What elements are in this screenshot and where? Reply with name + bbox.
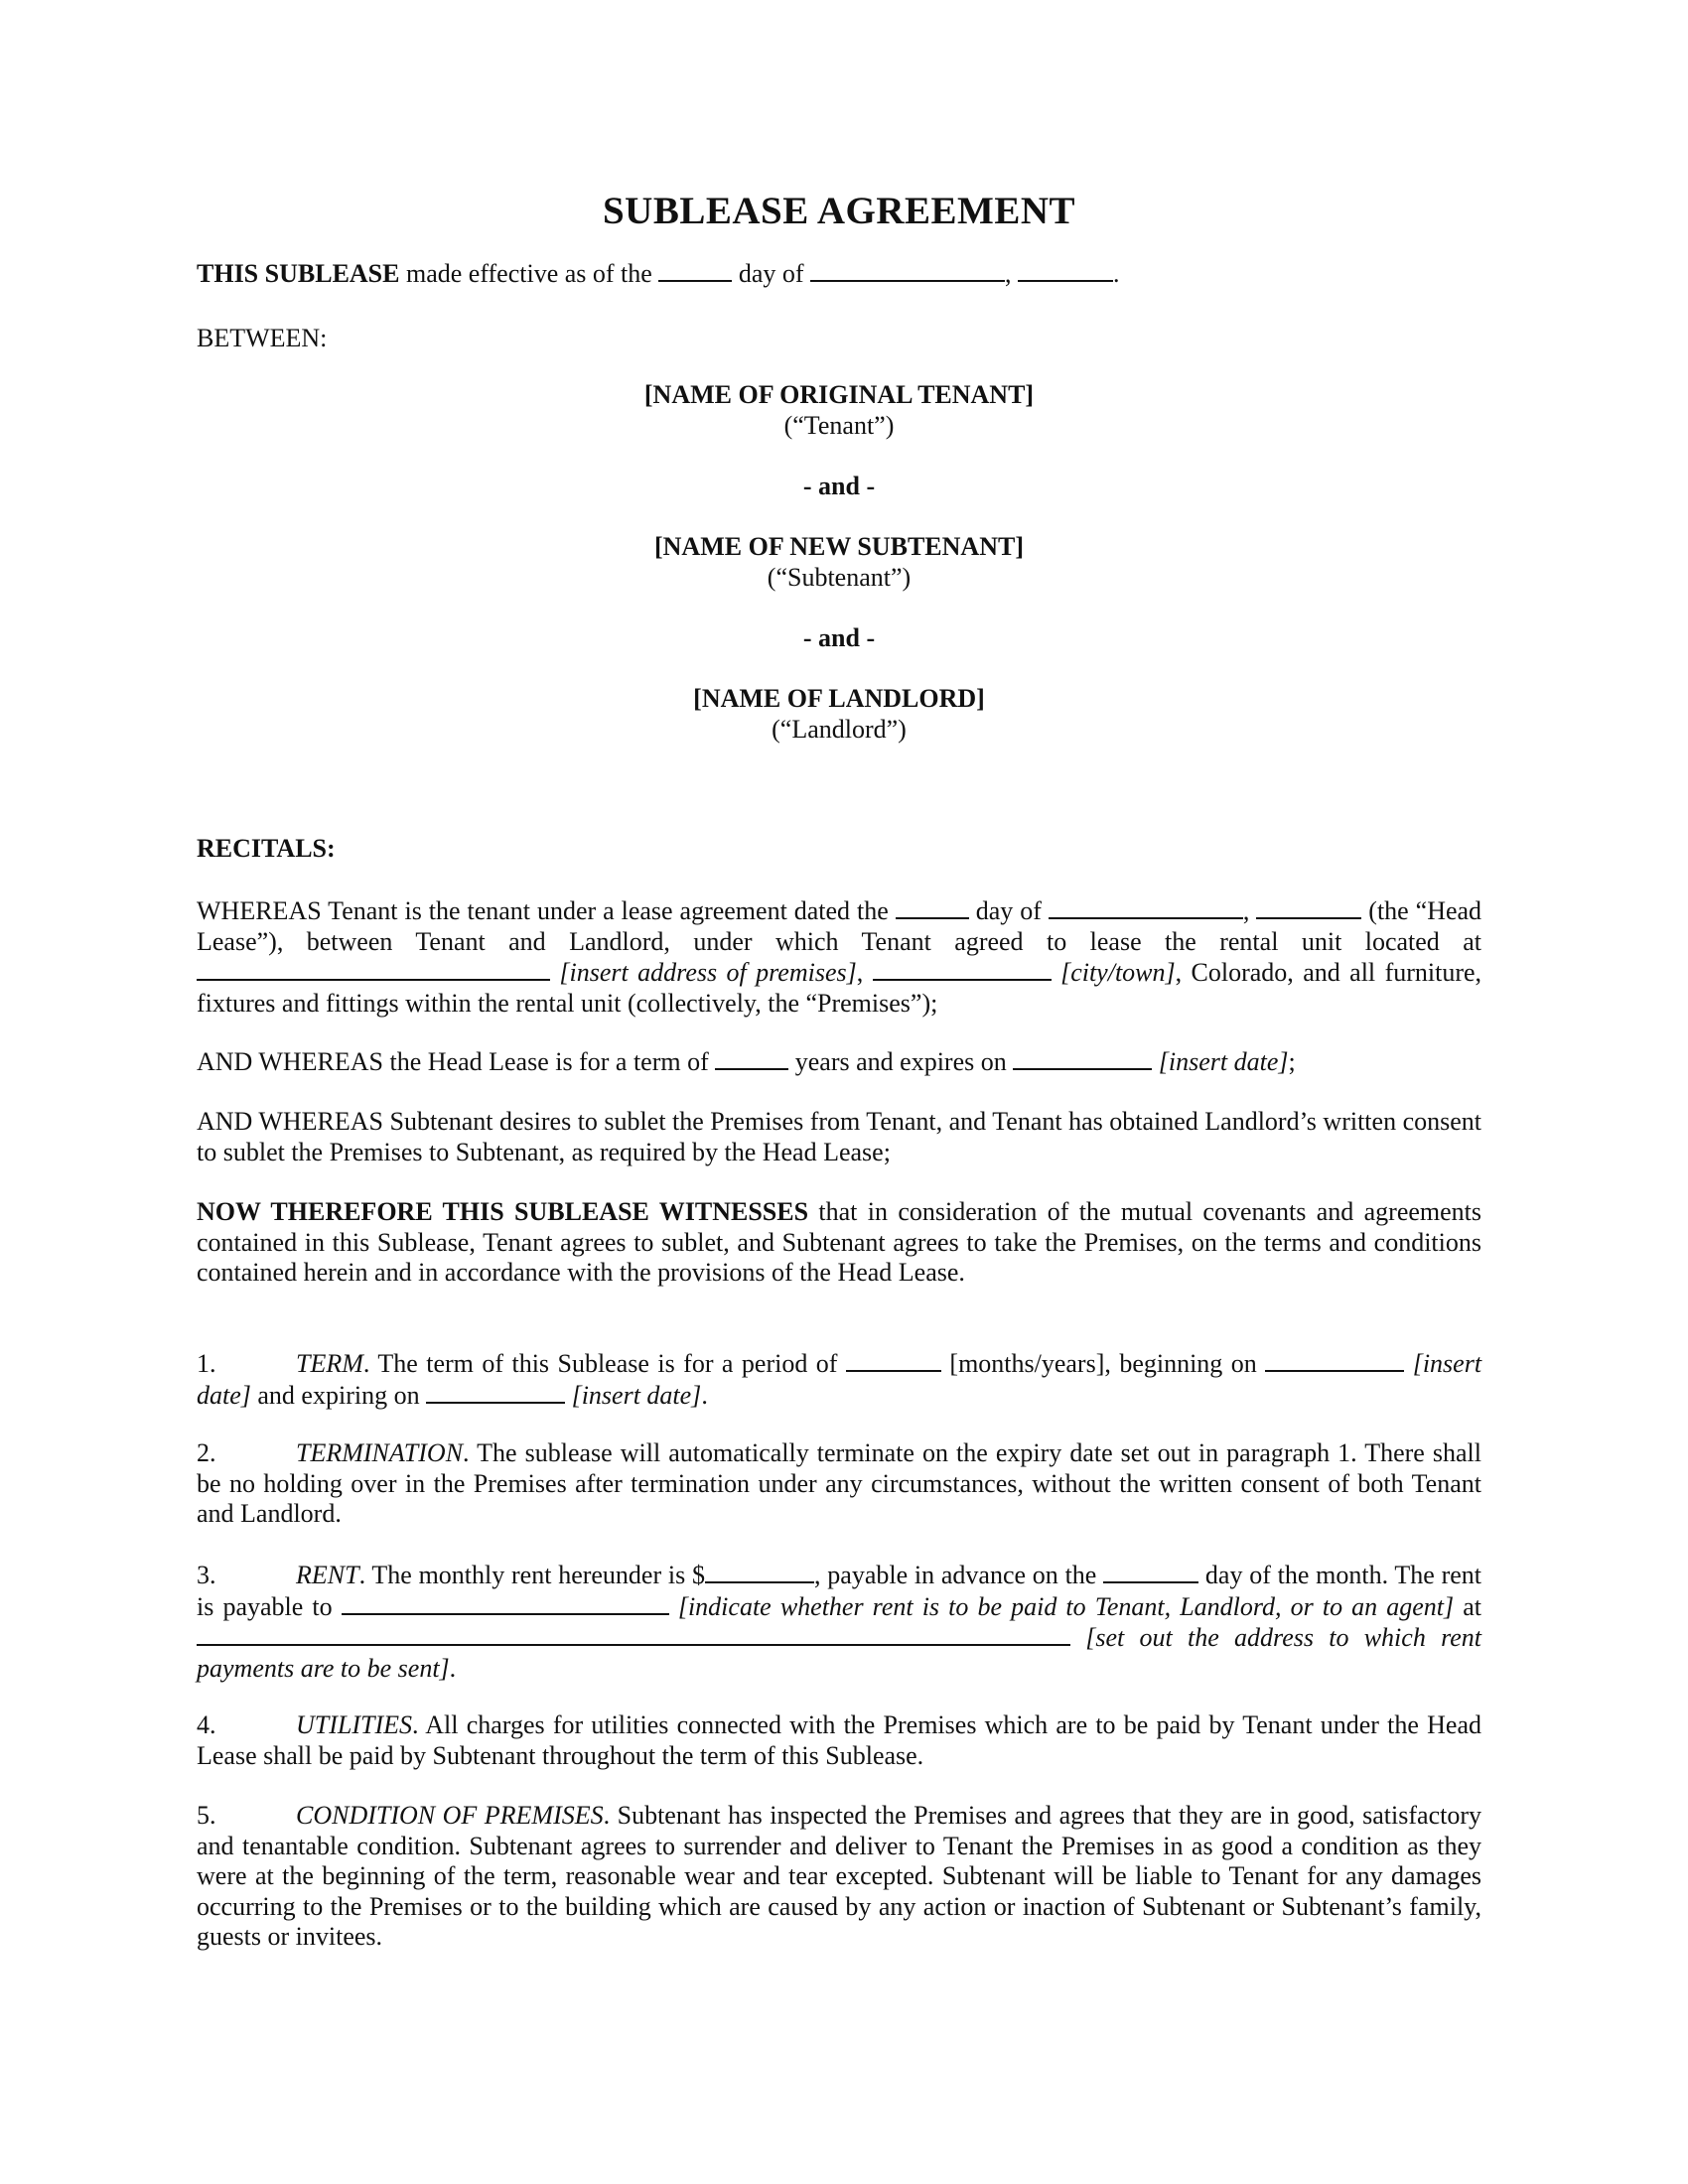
rent-amount-blank[interactable] — [705, 1560, 814, 1583]
recitals-label: RECITALS: — [197, 834, 336, 863]
recital-2: AND WHEREAS the Head Lease is for a term of years and expires on [insert date]; — [197, 1047, 1296, 1076]
day-blank[interactable] — [658, 258, 732, 282]
party-tenant-role: (“Tenant”) — [783, 411, 895, 440]
and-separator: - and - — [802, 623, 876, 652]
clause-condition: 5. CONDITION OF PREMISES. Subtenant has inspected the Premises and agrees that they are in good, satisfactory and tenantable condition. Subtenant agrees to surrender and deliver to Tenant the Premises in as good a condition as they were at the beginning of the term, reasonable wear and tear excepted. Subtenant will be liable to Tenant for any damages occurring to the Premises or to the building which are caused by any action or inaction of Subtenant or Subtenant’s family, guests or invitees. — [197, 1801, 1481, 1951]
rent-address-blank[interactable] — [197, 1622, 1070, 1646]
party-subtenant-name: [NAME OF NEW SUBTENANT] — [654, 532, 1024, 561]
party-subtenant-role: (“Subtenant”) — [767, 563, 912, 592]
sublease-end-blank[interactable] — [426, 1380, 565, 1404]
lease-day-blank[interactable] — [896, 895, 969, 919]
clause-term: 1. TERM. The term of this Sublease is for a period of [months/years], beginning on [insert date] and expiring on [insert date]. — [197, 1349, 1482, 1410]
head-lease-term-blank[interactable] — [715, 1046, 788, 1070]
address-blank[interactable] — [197, 957, 550, 981]
and-separator: - and - — [802, 472, 876, 500]
month-blank[interactable] — [810, 258, 1005, 282]
rent-day-blank[interactable] — [1103, 1560, 1198, 1583]
recital-1: WHEREAS Tenant is the tenant under a lease agreement dated the day of , (the “Head Lease”), between Tenant and Landlord, under which Tenant agreed to lease the rental unit located at [insert address of premises], [city/town], Colorado, and all furniture, fixtures and fittings within the rental unit (collectively, the “Premises”); — [197, 896, 1482, 1018]
clause-rent: 3. RENT. The monthly rent hereunder is $ , payable in advance on the day of the month. The rent is payable to [indicate whether rent is to be paid to Tenant, Landlord, or to an agent] at [set out the address to which rent payments are to be sent]. — [197, 1561, 1482, 1683]
document-page — [197, 0, 1481, 2184]
recital-3: AND WHEREAS Subtenant desires to sublet the Premises from Tenant, and Tenant has obtained Landlord’s written consent to sublet the Premises to Subtenant, as required by the Head Lease; — [197, 1107, 1481, 1166]
party-tenant-name: [NAME OF ORIGINAL TENANT] — [643, 380, 1035, 409]
sublease-period-blank[interactable] — [846, 1348, 941, 1372]
between-label: BETWEEN: — [197, 324, 328, 352]
city-blank[interactable] — [873, 957, 1052, 981]
sublease-start-blank[interactable] — [1265, 1348, 1404, 1372]
document-title: SUBLEASE AGREEMENT — [602, 190, 1076, 232]
lease-year-blank[interactable] — [1256, 895, 1361, 919]
head-lease-expiry-blank[interactable] — [1013, 1046, 1152, 1070]
party-landlord-role: (“Landlord”) — [772, 715, 907, 744]
clause-utilities: 4. UTILITIES. All charges for utilities connected with the Premises which are to be paid by Tenant under the Head Lease shall be paid by Subtenant throughout the term of this Sublease. — [197, 1710, 1481, 1770]
intro-paragraph: THIS SUBLEASE made effective as of the day of , . — [197, 259, 1120, 288]
lease-month-blank[interactable] — [1049, 895, 1243, 919]
intro-lead: THIS SUBLEASE — [197, 259, 400, 288]
clause-termination: 2. TERMINATION. The sublease will automatically terminate on the expiry date set out in paragraph 1. There shall be no holding over in the Premises after termination under any circumstances, without the written consent of both Tenant and Landlord. — [197, 1438, 1481, 1528]
witness-paragraph: NOW THEREFORE THIS SUBLEASE WITNESSES that in consideration of the mutual covenants and agreements contained in this Sublease, Tenant agrees to sublet, and Subtenant agrees to take the Premises, on the terms and conditions contained herein and in accordance with the provisions of the Head Lease. — [197, 1197, 1482, 1287]
rent-payee-blank[interactable] — [342, 1591, 669, 1615]
party-landlord-name: [NAME OF LANDLORD] — [693, 684, 985, 713]
year-blank[interactable] — [1018, 258, 1113, 282]
